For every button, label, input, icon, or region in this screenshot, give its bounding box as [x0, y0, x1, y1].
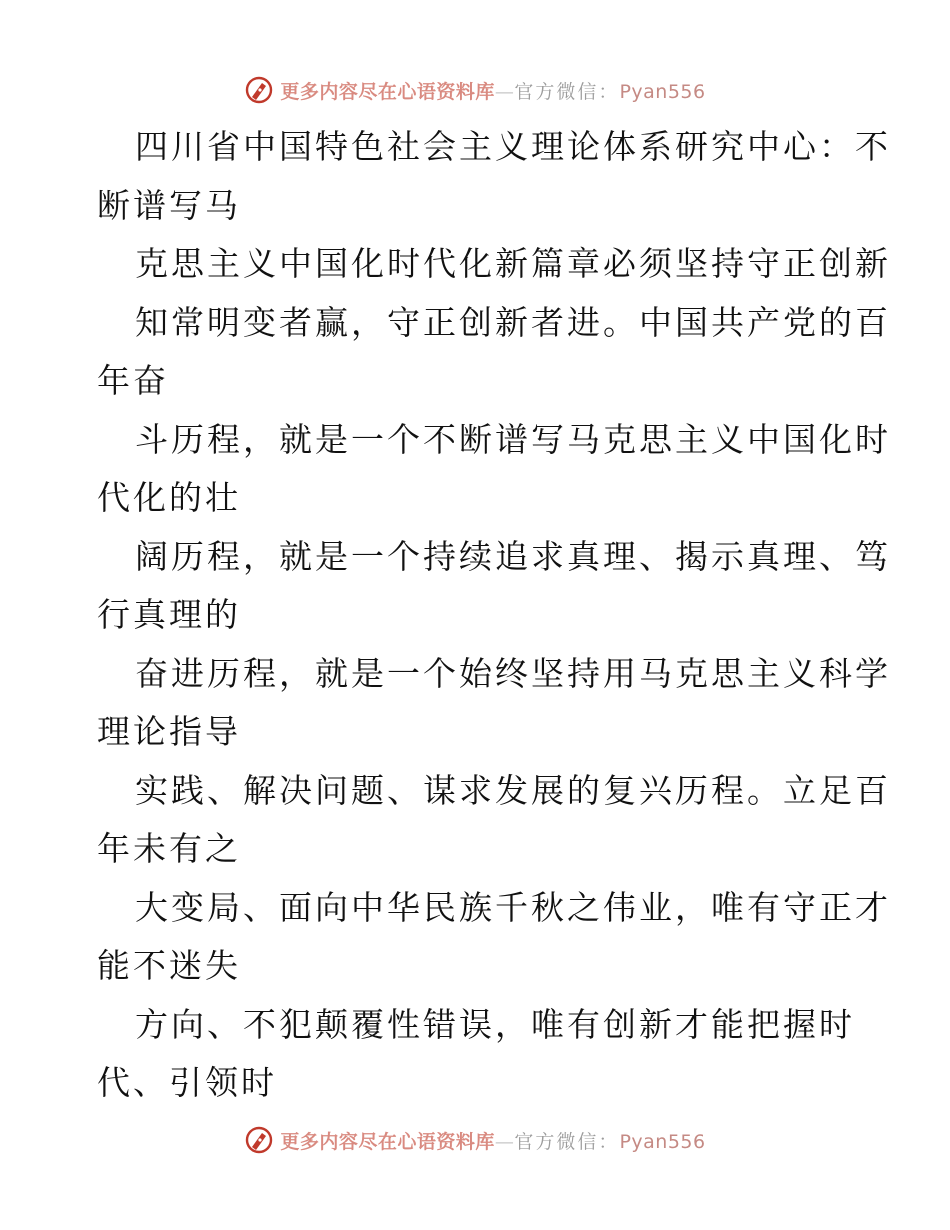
body-line: 能不迷失 [97, 946, 241, 985]
body-line: 行真理的 [97, 595, 241, 634]
body-line: 代化的壮 [97, 478, 241, 517]
watermark-text [280, 1127, 705, 1154]
watermark-official: 官方微信： [514, 80, 620, 103]
pen-nib-circle-icon [244, 1125, 274, 1155]
body-line: 代、引领时 [97, 1063, 277, 1102]
body-line: 四川省中国特色社会主义理论体系研究中心：不 [135, 127, 891, 166]
watermark-dash: — [494, 80, 515, 103]
body-line: 实践、解决问题、谋求发展的复兴历程。立足百 [135, 770, 891, 810]
footer-watermark [0, 1122, 950, 1158]
body-line: 阔历程，就是一个持续追求真理、揭示真理、笃 [135, 536, 891, 576]
pen-nib-circle-icon [244, 75, 274, 105]
body-line: 理论指导 [97, 712, 241, 751]
watermark-account: Pyan556 [619, 80, 706, 103]
watermark-account: Pyan556 [619, 1130, 706, 1153]
watermark-text [280, 77, 705, 104]
body-line: 断谱写马 [97, 185, 241, 225]
body-line: 知常明变者赢，守正创新者进。中国共产党的百 [135, 302, 891, 342]
body-line: 斗历程，就是一个不断谱写马克思主义中国化时 [135, 419, 891, 459]
watermark-brand: 更多内容尽在心语资料库 [280, 80, 495, 103]
body-line: 克思主义中国化时代化新篇章必须坚持守正创新 [135, 244, 891, 283]
watermark-official: 官方微信： [514, 1130, 620, 1153]
body-line: 年未有之 [97, 829, 241, 868]
body-line: 年奋 [97, 361, 169, 400]
body-line: 方向、不犯颠覆性错误，唯有创新才能把握时 [135, 1004, 855, 1044]
body-line: 大变局、面向中华民族千秋之伟业，唯有守正才 [135, 887, 891, 927]
header-watermark [0, 72, 950, 108]
document-body [97, 118, 891, 1113]
watermark-dash: — [494, 1130, 515, 1153]
watermark-brand: 更多内容尽在心语资料库 [280, 1130, 495, 1153]
body-line: 奋进历程，就是一个始终坚持用马克思主义科学 [135, 653, 891, 693]
